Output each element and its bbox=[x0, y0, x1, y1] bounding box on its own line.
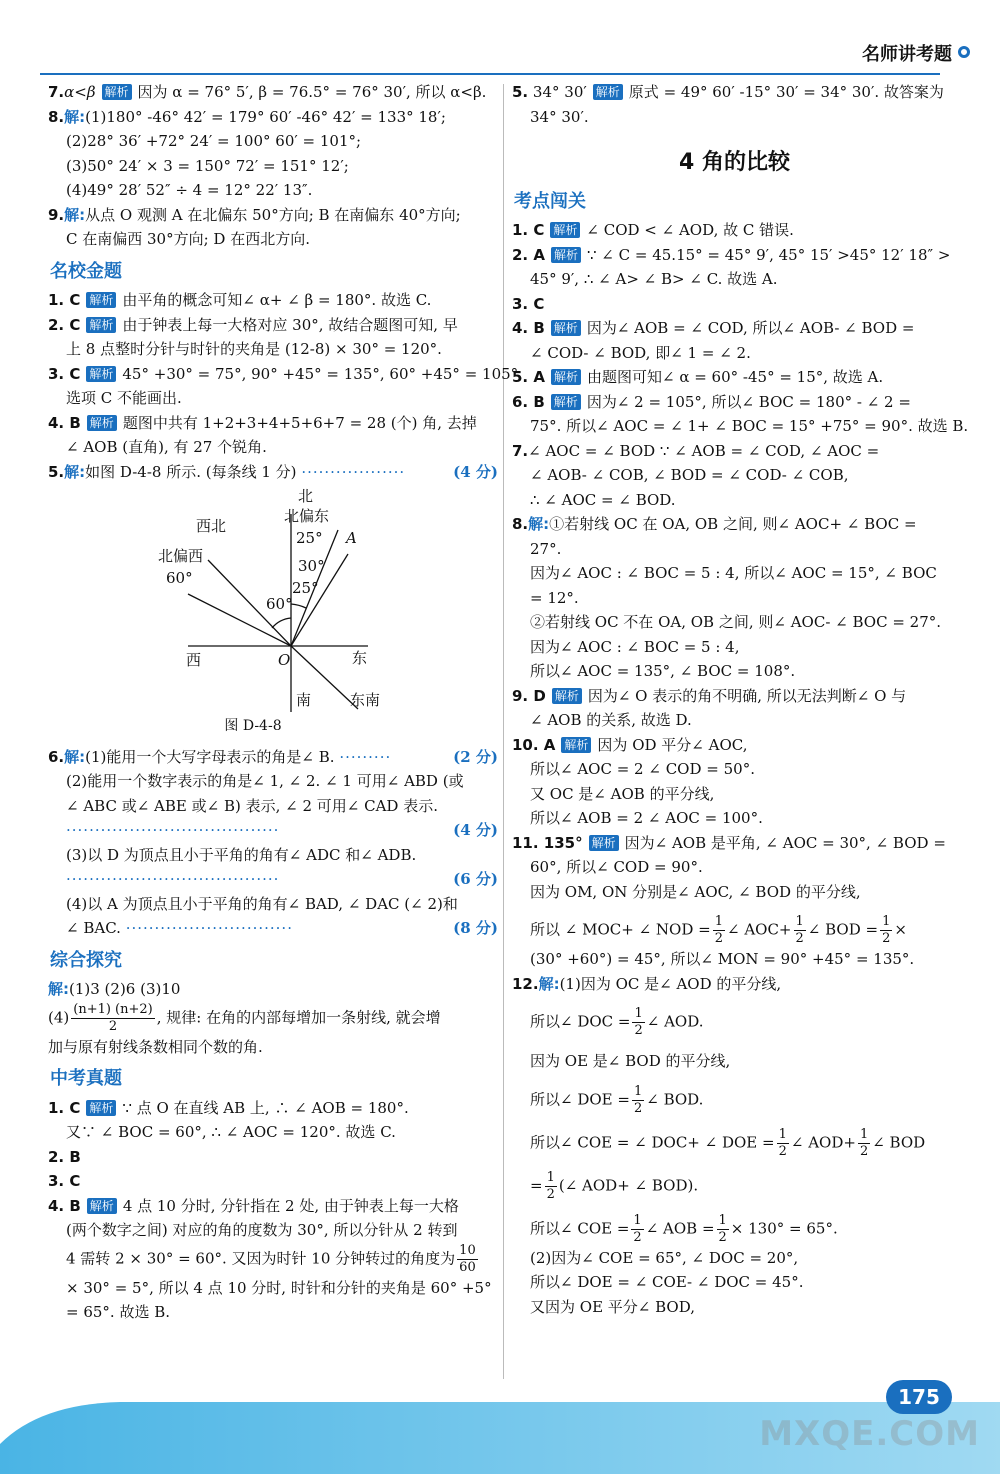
text-line: 因为∠ AOC : ∠ BOC = 5 : 4, bbox=[530, 637, 740, 656]
arc-25 bbox=[291, 604, 306, 608]
answer-r12: 12.解:(1)因为 OC 是∠ AOD 的平分线, bbox=[512, 974, 782, 993]
section-heading: 中考真题 bbox=[50, 1068, 122, 1089]
fraction: $\frac{1}{2}$ bbox=[718, 1212, 727, 1245]
analysis-badge: 解析 bbox=[102, 84, 132, 100]
label-o: O bbox=[278, 651, 291, 669]
label-west: 西 bbox=[186, 651, 202, 669]
analysis-badge: 解析 bbox=[551, 369, 581, 385]
analysis-badge: 解析 bbox=[86, 366, 116, 382]
answer-r8: 8.解:①若射线 OC 在 OA, OB 之间, 则∠ AOC+ ∠ BOC = bbox=[512, 515, 917, 533]
text-line: 所以∠ AOC = 135°, ∠ BOC = 108°. bbox=[530, 662, 796, 680]
text-line: 上 8 点整时分针与时针的夹角是 (12-8) × 30° = 120°. bbox=[66, 340, 442, 358]
analysis-badge: 解析 bbox=[552, 688, 582, 704]
text-line: 所以∠ COE = ∠ DOC+ ∠ DOE = $\frac{1}{2}$ ∠ AOD+ $\frac{1}{2}$ ∠ BOD bbox=[530, 1126, 926, 1159]
answer-m2: 2. C 解析 由于钟表上每一大格对应 30°, 故结合题图可知, 早 bbox=[48, 315, 458, 334]
label-ne: 北偏东 bbox=[284, 507, 330, 525]
label-60-left: 60° bbox=[166, 569, 193, 587]
points-line: ····································· (6 分) bbox=[66, 870, 498, 888]
answer-r9: 9. D 解析 因为∠ O 表示的角不明确, 所以无法判断∠ O 与 bbox=[512, 686, 907, 705]
text-line: 45° 9′, ∴ ∠ A> ∠ B> ∠ C. 故选 A. bbox=[530, 270, 778, 288]
text-line: 选项 C 不能画出. bbox=[66, 389, 182, 407]
answer-k3: 3. C bbox=[48, 1172, 81, 1190]
section-heading: 综合探究 bbox=[50, 949, 122, 971]
analysis-badge: 解析 bbox=[551, 247, 581, 263]
text-line: 所以∠ AOC = 2 ∠ COD = 50°. bbox=[530, 760, 755, 778]
label-north: 北 bbox=[298, 487, 314, 505]
answer-r6: 6. B 解析 因为∠ 2 = 105°, 所以∠ BOC = 180° - ∠ 2 = bbox=[512, 392, 911, 411]
analysis-badge: 解析 bbox=[550, 222, 580, 238]
text-line: (2)能用一个数字表示的角是∠ 1, ∠ 2. ∠ 1 可用∠ ABD (或 bbox=[66, 772, 464, 790]
text-line: 加与原有射线条数相同个数的角. bbox=[48, 1037, 263, 1056]
leader-dots: ·················· bbox=[301, 462, 406, 481]
text-line: 所以∠ AOB = 2 ∠ AOC = 100°. bbox=[530, 809, 763, 827]
text-line: 因为 OM, ON 分别是∠ AOC, ∠ BOD 的平分线, bbox=[530, 882, 861, 901]
page-number: 175 bbox=[886, 1380, 952, 1414]
text-line: 34° 30′. bbox=[530, 107, 589, 126]
fraction: $\frac{1}{2}$ bbox=[795, 914, 804, 946]
answer-r7: 7.∠ AOC = ∠ BOD ∵ ∠ AOB = ∠ COD, ∠ AOC = bbox=[512, 441, 880, 460]
text-line: 所以∠ DOE = ∠ COE- ∠ DOC = 45°. bbox=[530, 1273, 804, 1291]
answer-9: 9.解:从点 O 观测 A 在北偏东 50°方向; B 在南偏东 40°方向; bbox=[48, 205, 461, 224]
fraction: $\frac{1}{2}$ bbox=[859, 1126, 869, 1159]
analysis-badge: 解析 bbox=[589, 835, 619, 851]
answer-r-q5: 5. 34° 30′ 解析 原式 = 49° 60′ -15° 30′ = 34° 30′. 故答案为 bbox=[512, 83, 944, 101]
circle-icon bbox=[958, 46, 970, 58]
text-line: 因为∠ AOC : ∠ BOC = 5 : 4, 所以∠ AOC = 15°, ∠ BOC bbox=[530, 564, 937, 582]
label-25b: 25° bbox=[292, 579, 319, 597]
section-heading: 名校金题 bbox=[50, 260, 122, 282]
answer-r5: 5. A 解析 由题图可知∠ α = 60° -45° = 15°, 故选 A. bbox=[512, 368, 884, 386]
text-line: = 12°. bbox=[530, 588, 579, 607]
text-line: 所以∠ COE = $\frac{1}{2}$ ∠ AOB = $\frac{1}{2}$ × 130° = 65°. bbox=[530, 1212, 838, 1245]
answer-m5: 5.解:如图 D-4-8 所示. (每条线 1 分) ·················· (4 分) bbox=[48, 462, 498, 481]
answer-7: 7.α<β 解析 因为 α = 76° 5′, β = 76.5° = 76° 30′, 所以 α<β. bbox=[48, 83, 487, 101]
section-heading: 考点闯关 bbox=[514, 190, 586, 212]
label-60: 60° bbox=[266, 595, 293, 613]
leader-dots: ····································· bbox=[66, 821, 280, 839]
text-line: 27°. bbox=[530, 539, 562, 558]
text-line: (3)50° 24′ × 3 = 150° 72′ = 151° 12′; bbox=[66, 156, 349, 175]
answer-m4: 4. B 解析 题图中共有 1+2+3+4+5+6+7 = 28 (个) 角, 去掉 bbox=[48, 413, 477, 432]
leader-dots: ····································· bbox=[66, 870, 280, 888]
text-line: ∠ AOB 的关系, 故选 D. bbox=[530, 711, 692, 729]
label-nw: 西北 bbox=[196, 517, 227, 535]
text-line: C 在南偏西 30°方向; D 在西北方向. bbox=[66, 230, 310, 248]
answer-k2: 2. B bbox=[48, 1147, 81, 1166]
column-divider bbox=[503, 84, 504, 1379]
text-line: 又∵ ∠ BOC = 60°, ∴ ∠ AOC = 120°. 故选 C. bbox=[66, 1123, 396, 1141]
text-line: (3)以 D 为顶点且小于平角的角有∠ ADC 和∠ ADB. bbox=[66, 845, 417, 864]
text-line: ∴ ∠ AOC = ∠ BOD. bbox=[530, 490, 676, 509]
analysis-badge: 解析 bbox=[86, 317, 116, 333]
text-line: 75°. 所以∠ AOC = ∠ 1+ ∠ BOC = 15° +75° = 90°. 故选 B. bbox=[530, 417, 969, 435]
analysis-badge: 解析 bbox=[561, 737, 591, 753]
analysis-badge: 解析 bbox=[551, 320, 581, 336]
leader-dots: ····························· bbox=[125, 919, 293, 937]
text-line: 因为 OE 是∠ BOD 的平分线, bbox=[530, 1052, 731, 1070]
arc-60 bbox=[272, 618, 291, 628]
analysis-badge: 解析 bbox=[87, 415, 117, 431]
chapter-title: 4 角的比较 bbox=[679, 150, 790, 175]
text-line: 所以∠ DOE = $\frac{1}{2}$ ∠ BOD. bbox=[530, 1083, 704, 1116]
answer-r4: 4. B 解析 因为∠ AOB = ∠ COD, 所以∠ AOB- ∠ BOD = bbox=[512, 319, 915, 337]
fraction: $\frac{(n+1) (n+2)}{2}$ bbox=[73, 1001, 153, 1034]
fraction: $\frac{1}{2}$ bbox=[546, 1169, 555, 1202]
label-30: 30° bbox=[298, 557, 325, 575]
text-line: 又因为 OE 平分∠ BOD, bbox=[530, 1297, 695, 1316]
text-line: (2)28° 36′ +72° 24′ = 100° 60′ = 101°; bbox=[66, 132, 362, 150]
answer-r1: 1. C 解析 ∠ COD < ∠ AOD, 故 C 错误. bbox=[512, 221, 794, 239]
text-line: ∠ AOB- ∠ COB, ∠ BOD = ∠ COD- ∠ COB, bbox=[530, 466, 849, 484]
answer-8: 8.解:(1)180° -46° 42′ = 179° 60′ -46° 42′ = 133° 18′; bbox=[48, 107, 446, 126]
analysis-badge: 解析 bbox=[551, 394, 581, 410]
fraction: $\frac{1}{2}$ bbox=[633, 1083, 643, 1116]
analysis-badge: 解析 bbox=[593, 84, 623, 100]
fraction: $\frac{1}{2}$ bbox=[714, 914, 723, 946]
text-line: = 65°. 故选 B. bbox=[66, 1303, 171, 1321]
analysis-badge: 解析 bbox=[86, 1100, 116, 1116]
header-rule bbox=[40, 73, 940, 75]
text-line: 4 需转 2 × 30° = 60°. 又因为时针 10 分钟转过的角度为 $\frac{10}{60}$ bbox=[66, 1242, 476, 1275]
fraction: $\frac{1}{2}$ bbox=[633, 1212, 642, 1245]
text-line: ∠ COD- ∠ BOD, 即∠ 1 = ∠ 2. bbox=[530, 343, 751, 362]
direction-figure bbox=[48, 484, 498, 714]
fraction: $\frac{1}{2}$ bbox=[634, 1006, 643, 1038]
text-line: 所以 ∠ MOC+ ∠ NOD = $\frac{1}{2}$ ∠ AOC+ $\frac{1}{2}$ ∠ BOD = $\frac{1}{2}$ × bbox=[530, 914, 907, 946]
text-line: ②若射线 OC 不在 OA, OB 之间, 则∠ AOC- ∠ BOC = 27°. bbox=[530, 613, 942, 631]
text-line: × 30° = 5°, 所以 4 点 10 分时, 时针和分针的夹角是 60° +5° bbox=[66, 1278, 492, 1297]
answer-z: 解:(1)3 (2)6 (3)10 bbox=[48, 980, 181, 998]
label-south: 南 bbox=[296, 691, 312, 709]
answer-k1: 1. C 解析 ∵ 点 O 在直线 AB 上, ∴ ∠ AOB = 180°. bbox=[48, 1098, 409, 1117]
left-column bbox=[48, 80, 523, 1325]
text-line: ∠ AOB (直角), 有 27 个锐角. bbox=[66, 438, 267, 456]
fraction: $\frac{1}{2}$ bbox=[882, 914, 891, 946]
label-a: A bbox=[346, 529, 357, 547]
fraction: $\frac{10}{60}$ bbox=[459, 1242, 476, 1275]
answer-m1: 1. C 解析 由平角的概念可知∠ α+ ∠ β = 180°. 故选 C. bbox=[48, 291, 432, 309]
label-nw-dir: 北偏西 bbox=[158, 547, 204, 565]
points-line: ····································· (4 分) bbox=[66, 821, 498, 839]
header-title: 名师讲考题 bbox=[862, 44, 952, 65]
text-line: ∠ BAC. ····························· (8 分) bbox=[66, 919, 498, 937]
page-footer bbox=[0, 1374, 1000, 1474]
text-line: ∠ ABC 或∠ ABE 或∠ B) 表示, ∠ 2 可用∠ CAD 表示. bbox=[66, 796, 438, 815]
text-line: 60°, 所以∠ COD = 90°. bbox=[530, 858, 703, 876]
answer-r2: 2. A 解析 ∵ ∠ C = 45.15° = 45° 9′, 45° 15′ >45° 12′ 18″ > bbox=[512, 245, 951, 264]
text-line: (4)49° 28′ 52″ ÷ 4 = 12° 22′ 13″. bbox=[66, 181, 313, 199]
text-line: (2)因为∠ COE = 65°, ∠ DOC = 20°, bbox=[530, 1248, 799, 1267]
text-line: 又 OC 是∠ AOB 的平分线, bbox=[530, 784, 715, 803]
answer-m3: 3. C 解析 45° +30° = 75°, 90° +45° = 135°, 60° +45° = 105°, bbox=[48, 364, 523, 383]
label-25: 25° bbox=[296, 529, 323, 547]
text-line: 所以∠ DOC = $\frac{1}{2}$ ∠ AOD. bbox=[530, 1006, 704, 1038]
fraction: $\frac{1}{2}$ bbox=[778, 1126, 787, 1159]
label-se: 东南 bbox=[350, 691, 381, 709]
answer-r3: 3. C bbox=[512, 294, 545, 313]
page-header bbox=[0, 0, 1000, 80]
watermark: MXQE.COM bbox=[759, 1414, 980, 1454]
right-column bbox=[512, 80, 969, 1319]
answer-m6: 6.解:(1)能用一个大写字母表示的角是∠ B. ········· (2 分) bbox=[48, 747, 498, 766]
answer-k4: 4. B 解析 4 点 10 分时, 分针指在 2 处, 由于钟表上每一大格 bbox=[48, 1196, 459, 1215]
analysis-badge: 解析 bbox=[87, 1198, 117, 1214]
text-line: = $\frac{1}{2}$ (∠ AOD+ ∠ BOD). bbox=[530, 1169, 699, 1202]
leader-dots: ········· bbox=[339, 747, 392, 766]
answer-r10: 10. A 解析 因为 OD 平分∠ AOC, bbox=[512, 735, 748, 754]
answer-r11: 11. 135° 解析 因为∠ AOB 是平角, ∠ AOC = 30°, ∠ BOD = bbox=[512, 833, 946, 852]
text-line: (30° +60°) = 45°, 所以∠ MON = 90° +45° = 135°. bbox=[530, 950, 915, 968]
figure-caption: 图 D-4-8 bbox=[224, 718, 282, 734]
analysis-badge: 解析 bbox=[86, 292, 116, 308]
label-east: 东 bbox=[352, 649, 368, 667]
text-line: (两个数字之间) 对应的角的度数为 30°, 所以分针从 2 转到 bbox=[66, 1221, 458, 1239]
text-line: (4)以 A 为顶点且小于平角的角有∠ BAD, ∠ DAC (∠ 2)和 bbox=[66, 894, 458, 913]
answer-z4: (4) $\frac{(n+1) (n+2)}{2}$ , 规律: 在角的内部每增加一条射线, 就会增 bbox=[48, 1001, 441, 1034]
